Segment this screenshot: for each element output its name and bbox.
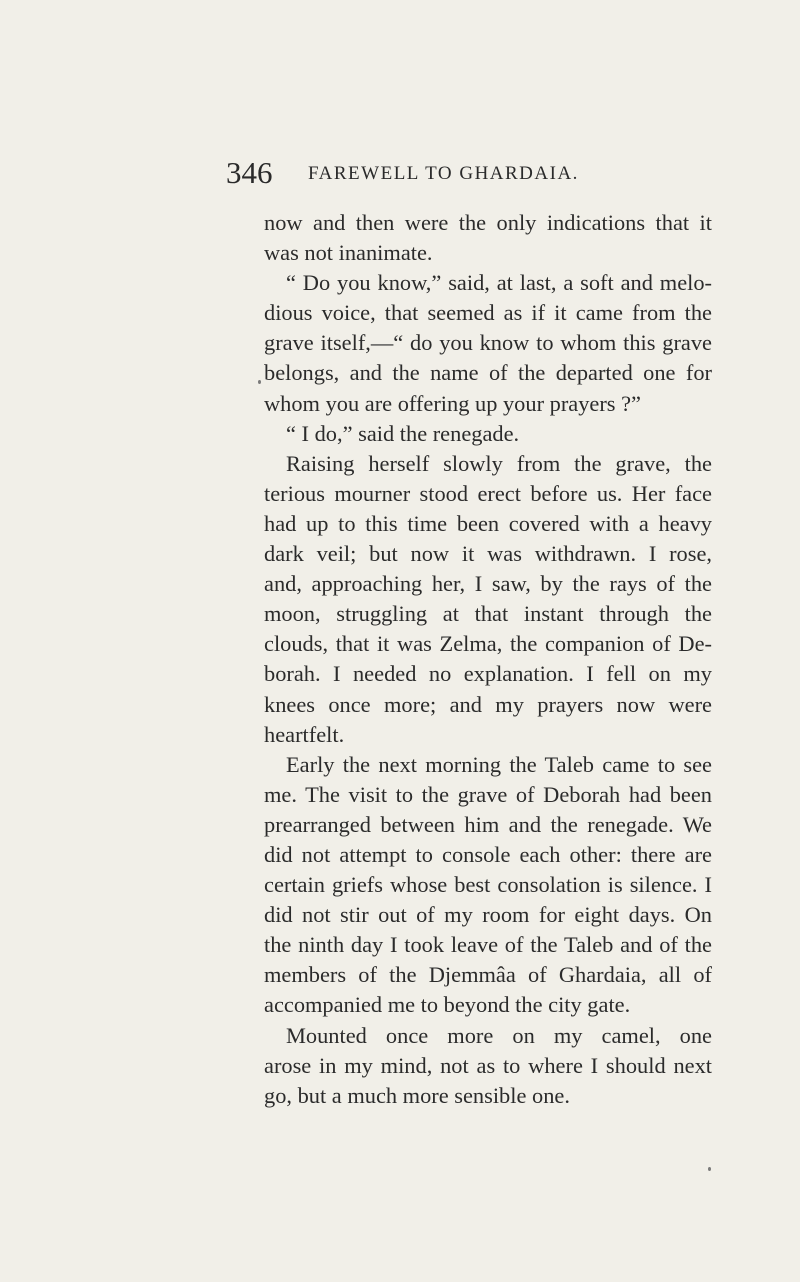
text-line: dark veil; but now it was withdrawn. I rose,: [264, 541, 712, 567]
text-line: go, but a much more sensible one.: [264, 1082, 570, 1108]
text-line: grave itself,—“ do you know to whom this grave: [264, 330, 712, 356]
text-line: “ Do you know,” said, at last, a soft and melo-: [286, 270, 712, 296]
text-line: certain griefs whose best consolation is silence. I: [264, 872, 712, 898]
text-line: was not inanimate.: [264, 240, 433, 266]
text-line: the ninth day I took leave of the Taleb and of the: [264, 932, 712, 958]
body-text: [264, 208, 712, 1111]
text-line: moon, struggling at that instant through the: [264, 601, 712, 627]
text-line: accompanied me to beyond the city gate.: [264, 992, 631, 1018]
ink-speck: [708, 1167, 711, 1171]
text-line: Raising herself slowly from the grave, the: [286, 450, 712, 476]
text-line: prearranged between him and the renegade. We: [264, 811, 712, 837]
text-line: heartfelt.: [264, 721, 345, 747]
text-line: did not stir out of my room for eight days. On: [264, 902, 712, 928]
text-line: borah. I needed no explanation. I fell on my: [264, 661, 712, 687]
text-line: now and then were the only indications that it: [264, 210, 712, 235]
text-line: me. The visit to the grave of Deborah had been: [264, 781, 712, 807]
page-number: 346: [226, 155, 273, 190]
text-line: and, approaching her, I saw, by the rays of the: [264, 571, 712, 597]
text-line: members of the Djemmâa of Ghardaia, all of: [264, 962, 712, 988]
text-line: belongs, and the name of the departed one for: [264, 360, 712, 386]
text-line: had up to this time been covered with a heavy: [264, 510, 712, 536]
text-line: arose in my mind, not as to where I should next: [264, 1052, 712, 1078]
ink-speck: [258, 380, 261, 384]
text-line: Mounted once more on my camel, one: [286, 1022, 712, 1048]
text-line: dious voice, that seemed as if it came from the: [264, 300, 712, 326]
text-line: did not attempt to console each other: there are: [264, 841, 712, 867]
text-line: clouds, that it was Zelma, the companion of De-: [264, 631, 712, 657]
text-line: Early the next morning the Taleb came to see: [286, 751, 712, 777]
text-line: “ I do,” said the renegade.: [286, 420, 520, 446]
text-line: whom you are offering up your prayers ?”: [264, 390, 641, 416]
text-line: knees once more; and my prayers now were: [264, 691, 712, 717]
text-line: terious mourner stood erect before us. Her face: [264, 480, 712, 506]
running-head: FAREWELL TO GHARDAIA.: [308, 163, 579, 184]
page-header: [226, 155, 646, 195]
